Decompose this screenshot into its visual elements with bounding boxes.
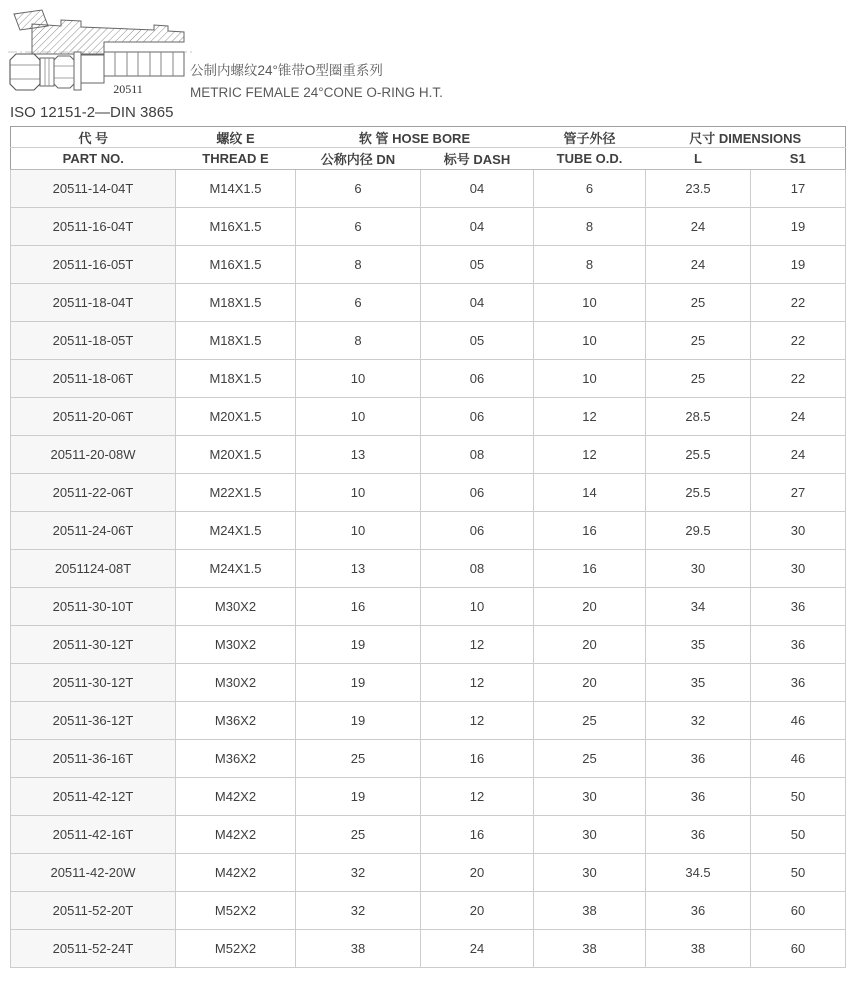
cell-thread-e: M14X1.5 [176,170,296,208]
cell-tube-od: 10 [534,360,646,398]
cell-thread-e: M16X1.5 [176,246,296,284]
cell-dash: 24 [421,930,534,968]
col-header-dash: 标号 DASH [421,148,534,170]
cell-thread-e: M42X2 [176,854,296,892]
cell-part-no: 20511-16-04T [11,208,176,246]
standard-reference: ISO 12151-2—DIN 3865 [10,104,174,121]
header-row-zh [11,127,846,148]
cell-s1: 24 [751,436,846,474]
cell-part-no: 20511-18-05T [11,322,176,360]
cell-l: 36 [646,778,751,816]
col-header-tube-od: TUBE O.D. [534,148,646,170]
cell-dn: 13 [296,436,421,474]
table-row [11,246,846,284]
drawing-nut-top-hatched [14,10,48,30]
table-row [11,778,846,816]
cell-tube-od: 6 [534,170,646,208]
cell-dn: 6 [296,208,421,246]
cell-tube-od: 10 [534,322,646,360]
cell-s1: 22 [751,322,846,360]
spec-table-header [11,127,846,170]
product-title-zh: 公制内螺纹24°锥带O型圈重系列 [190,63,383,78]
cell-dash: 12 [421,664,534,702]
cell-s1: 22 [751,284,846,322]
cell-dn: 19 [296,778,421,816]
cell-tube-od: 30 [534,854,646,892]
cell-s1: 17 [751,170,846,208]
cell-part-no: 20511-18-06T [11,360,176,398]
cell-thread-e: M20X1.5 [176,398,296,436]
cell-l: 36 [646,816,751,854]
cell-dash: 05 [421,322,534,360]
cell-l: 29.5 [646,512,751,550]
cell-dash: 06 [421,398,534,436]
cell-dash: 06 [421,512,534,550]
cell-l: 28.5 [646,398,751,436]
cell-s1: 30 [751,550,846,588]
col-header-tube-od-zh: 管子外径 [534,127,646,148]
cell-part-no: 20511-20-08W [11,436,176,474]
cell-s1: 46 [751,740,846,778]
cell-tube-od: 30 [534,816,646,854]
cell-l: 25.5 [646,436,751,474]
col-header-dimensions: 尺寸 DIMENSIONS [646,127,846,148]
cell-tube-od: 38 [534,930,646,968]
cell-thread-e: M30X2 [176,664,296,702]
cell-s1: 60 [751,930,846,968]
cell-dn: 19 [296,664,421,702]
cell-l: 30 [646,550,751,588]
cell-thread-e: M30X2 [176,626,296,664]
cell-dash: 20 [421,892,534,930]
cell-tube-od: 25 [534,740,646,778]
cell-l: 23.5 [646,170,751,208]
cell-dash: 20 [421,854,534,892]
col-header-hose-bore: 软 管 HOSE BORE [296,127,534,148]
cell-dash: 12 [421,626,534,664]
table-row [11,854,846,892]
cell-l: 34 [646,588,751,626]
table-row [11,284,846,322]
cell-s1: 50 [751,778,846,816]
cell-part-no: 20511-30-12T [11,626,176,664]
cell-part-no: 20511-30-10T [11,588,176,626]
cell-dash: 08 [421,550,534,588]
drawing-shell-hatched [32,20,184,54]
table-row [11,892,846,930]
cell-part-no: 20511-30-12T [11,664,176,702]
cell-thread-e: M52X2 [176,930,296,968]
cell-s1: 22 [751,360,846,398]
cell-s1: 19 [751,246,846,284]
cell-dn: 19 [296,702,421,740]
cell-thread-e: M36X2 [176,740,296,778]
table-row [11,740,846,778]
table-row [11,398,846,436]
cell-dash: 05 [421,246,534,284]
cell-s1: 46 [751,702,846,740]
cell-s1: 50 [751,816,846,854]
cell-thread-e: M20X1.5 [176,436,296,474]
cell-tube-od: 10 [534,284,646,322]
cell-part-no: 20511-24-06T [11,512,176,550]
cell-dash: 12 [421,702,534,740]
cell-thread-e: M24X1.5 [176,550,296,588]
cell-tube-od: 30 [534,778,646,816]
cell-s1: 36 [751,626,846,664]
cell-s1: 19 [751,208,846,246]
cell-tube-od: 20 [534,588,646,626]
cell-dash: 12 [421,778,534,816]
table-row [11,626,846,664]
cell-s1: 36 [751,664,846,702]
cell-dn: 10 [296,360,421,398]
cell-tube-od: 14 [534,474,646,512]
col-header-l: L [646,148,751,170]
table-row [11,702,846,740]
cell-l: 38 [646,930,751,968]
cell-s1: 24 [751,398,846,436]
drawing-flange-ring [74,52,81,90]
cell-s1: 27 [751,474,846,512]
col-header-thread-zh: 螺纹 E [176,127,296,148]
table-row [11,930,846,968]
cell-part-no: 20511-16-05T [11,246,176,284]
cell-thread-e: M24X1.5 [176,512,296,550]
cell-tube-od: 8 [534,208,646,246]
product-title-en: METRIC FEMALE 24°CONE O-RING H.T. [190,85,443,100]
cell-dn: 10 [296,512,421,550]
cell-l: 25 [646,284,751,322]
col-header-thread-e: THREAD E [176,148,296,170]
cell-s1: 60 [751,892,846,930]
cell-dash: 04 [421,208,534,246]
cell-dash: 16 [421,740,534,778]
cell-l: 34.5 [646,854,751,892]
cell-thread-e: M42X2 [176,778,296,816]
cell-l: 24 [646,208,751,246]
cell-l: 35 [646,664,751,702]
table-row [11,436,846,474]
cell-thread-e: M52X2 [176,892,296,930]
cell-part-no: 20511-18-04T [11,284,176,322]
table-row [11,170,846,208]
cell-dash: 08 [421,436,534,474]
cell-tube-od: 38 [534,892,646,930]
product-titles [190,60,443,104]
cell-dn: 6 [296,284,421,322]
header-row-en [11,148,846,170]
cell-thread-e: M18X1.5 [176,284,296,322]
cell-thread-e: M16X1.5 [176,208,296,246]
cell-dash: 04 [421,284,534,322]
cell-s1: 50 [751,854,846,892]
drawing-hex-nut [10,54,40,90]
cell-tube-od: 16 [534,512,646,550]
cell-part-no: 20511-42-16T [11,816,176,854]
spec-table-body [11,170,846,968]
cell-l: 35 [646,626,751,664]
cell-part-no: 20511-42-12T [11,778,176,816]
cell-dn: 32 [296,892,421,930]
col-header-part-no: PART NO. [11,148,176,170]
cell-dn: 10 [296,398,421,436]
table-row [11,208,846,246]
cell-dn: 25 [296,816,421,854]
cell-dn: 8 [296,246,421,284]
cell-tube-od: 20 [534,626,646,664]
cell-part-no: 20511-36-16T [11,740,176,778]
cell-part-no: 20511-52-24T [11,930,176,968]
col-header-dn: 公称内径 DN [296,148,421,170]
cell-thread-e: M18X1.5 [176,360,296,398]
table-row [11,322,846,360]
cell-thread-e: M36X2 [176,702,296,740]
cell-dn: 13 [296,550,421,588]
cell-l: 25 [646,360,751,398]
drawing-small-hex [54,56,74,88]
table-row [11,360,846,398]
drawing-hose-stem [104,52,184,76]
cell-dn: 6 [296,170,421,208]
cell-dash: 10 [421,588,534,626]
cell-part-no: 20511-52-20T [11,892,176,930]
cell-part-no: 20511-36-12T [11,702,176,740]
cell-tube-od: 16 [534,550,646,588]
cell-dn: 8 [296,322,421,360]
cell-dash: 04 [421,170,534,208]
cell-dash: 06 [421,474,534,512]
col-header-s1: S1 [751,148,846,170]
cell-tube-od: 8 [534,246,646,284]
cell-l: 25.5 [646,474,751,512]
cell-part-no: 2051124-08T [11,550,176,588]
cell-l: 36 [646,740,751,778]
drawing-part-number: 20511 [113,82,143,96]
cell-thread-e: M42X2 [176,816,296,854]
cell-dash: 16 [421,816,534,854]
cell-dn: 19 [296,626,421,664]
spec-table [10,126,846,968]
cell-s1: 30 [751,512,846,550]
cell-dn: 16 [296,588,421,626]
cell-s1: 36 [751,588,846,626]
cell-part-no: 20511-20-06T [11,398,176,436]
cell-dash: 06 [421,360,534,398]
table-row [11,588,846,626]
cell-tube-od: 12 [534,398,646,436]
cell-thread-e: M22X1.5 [176,474,296,512]
cell-dn: 10 [296,474,421,512]
cell-dn: 25 [296,740,421,778]
cell-thread-e: M18X1.5 [176,322,296,360]
col-header-part-no-zh: 代 号 [11,127,176,148]
cell-tube-od: 12 [534,436,646,474]
cell-tube-od: 20 [534,664,646,702]
drawing-step [81,55,104,83]
table-row [11,550,846,588]
cell-thread-e: M30X2 [176,588,296,626]
cell-l: 32 [646,702,751,740]
cell-dn: 38 [296,930,421,968]
cell-dn: 32 [296,854,421,892]
drawing-collar [40,58,54,86]
cell-l: 36 [646,892,751,930]
table-row [11,474,846,512]
cell-part-no: 20511-22-06T [11,474,176,512]
table-row [11,816,846,854]
table-row [11,664,846,702]
fitting-drawing [6,2,196,107]
cell-part-no: 20511-42-20W [11,854,176,892]
table-row [11,512,846,550]
cell-part-no: 20511-14-04T [11,170,176,208]
cell-l: 25 [646,322,751,360]
cell-tube-od: 25 [534,702,646,740]
cell-l: 24 [646,246,751,284]
